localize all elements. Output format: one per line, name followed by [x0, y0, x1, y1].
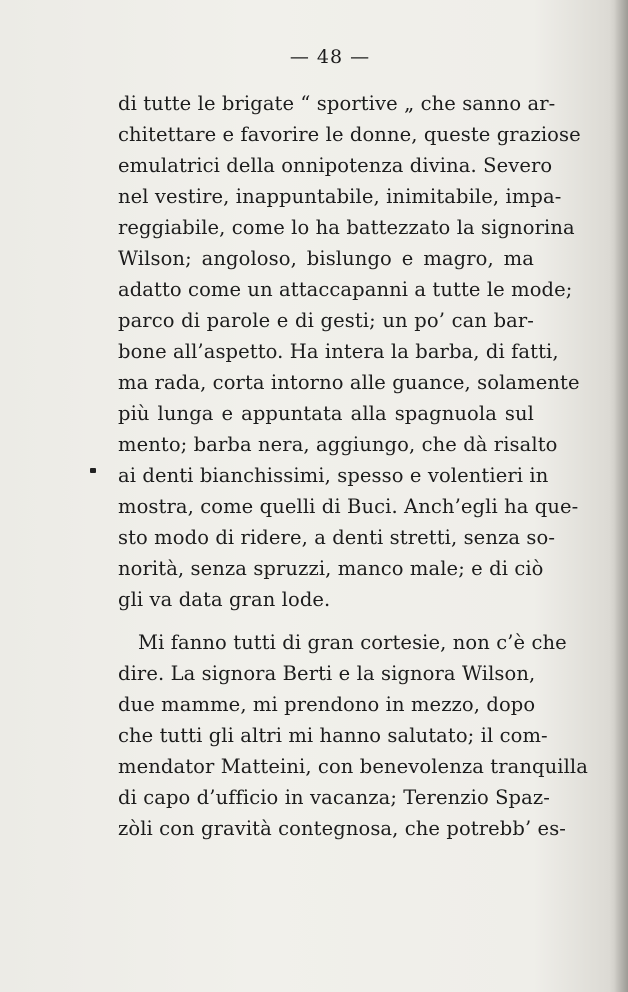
text-line: più lunga e appuntata alla spagnuola sul: [118, 402, 534, 425]
text-line: mendator Matteini, con benevolenza tranquilla: [118, 755, 588, 778]
text-line: zòli con gravità contegnosa, che potrebb’ es-: [118, 817, 566, 840]
text-line: di capo d’ufficio in vacanza; Terenzio Spaz-: [118, 786, 550, 809]
page-edge-shadow: [614, 0, 628, 992]
text-line: adatto come un attaccapanni a tutte le mode;: [118, 278, 573, 301]
text-line: sto modo di ridere, a denti stretti, senza so-: [118, 526, 556, 549]
margin-mark: [90, 468, 96, 473]
paragraph-1: [118, 88, 581, 615]
text-line: due mamme, mi prendono in mezzo, dopo: [118, 693, 536, 716]
text-line: mento; barba nera, aggiungo, che dà risalto: [118, 433, 558, 456]
paragraph-2: [118, 627, 588, 844]
text-line: norità, senza spruzzi, manco male; e di ciò: [118, 557, 544, 580]
text-line: bone all’aspetto. Ha intera la barba, di fatti,: [118, 340, 559, 363]
text-line: parco di parole e di gesti; un po’ can bar-: [118, 309, 534, 332]
text-line: gli va data gran lode.: [118, 588, 331, 611]
page-number: — 48 —: [289, 46, 371, 68]
text-line: che tutti gli altri mi hanno salutato; il com-: [118, 724, 548, 747]
text-line: nel vestire, inappuntabile, inimitabile, impa-: [118, 185, 562, 208]
body-text: [118, 88, 588, 844]
text-line: Wilson; angoloso, bislungo e magro, ma: [118, 247, 534, 270]
text-line: di tutte le brigate “ sportive „ che sanno ar-: [118, 92, 556, 115]
text-line: ma rada, corta intorno alle guance, solamente: [118, 371, 580, 394]
text-line: reggiabile, come lo ha battezzato la signorina: [118, 216, 575, 239]
text-line: emulatrici della onnipotenza divina. Severo: [118, 154, 553, 177]
text-line: dire. La signora Berti e la signora Wilson,: [118, 662, 536, 685]
text-line: Mi fanno tutti di gran cortesie, non c’è che: [138, 631, 567, 654]
text-line: ai denti bianchissimi, spesso e volentieri in: [118, 464, 549, 487]
text-line: mostra, come quelli di Buci. Anch’egli ha que-: [118, 495, 579, 518]
text-line: chitettare e favorire le donne, queste graziose: [118, 123, 581, 146]
